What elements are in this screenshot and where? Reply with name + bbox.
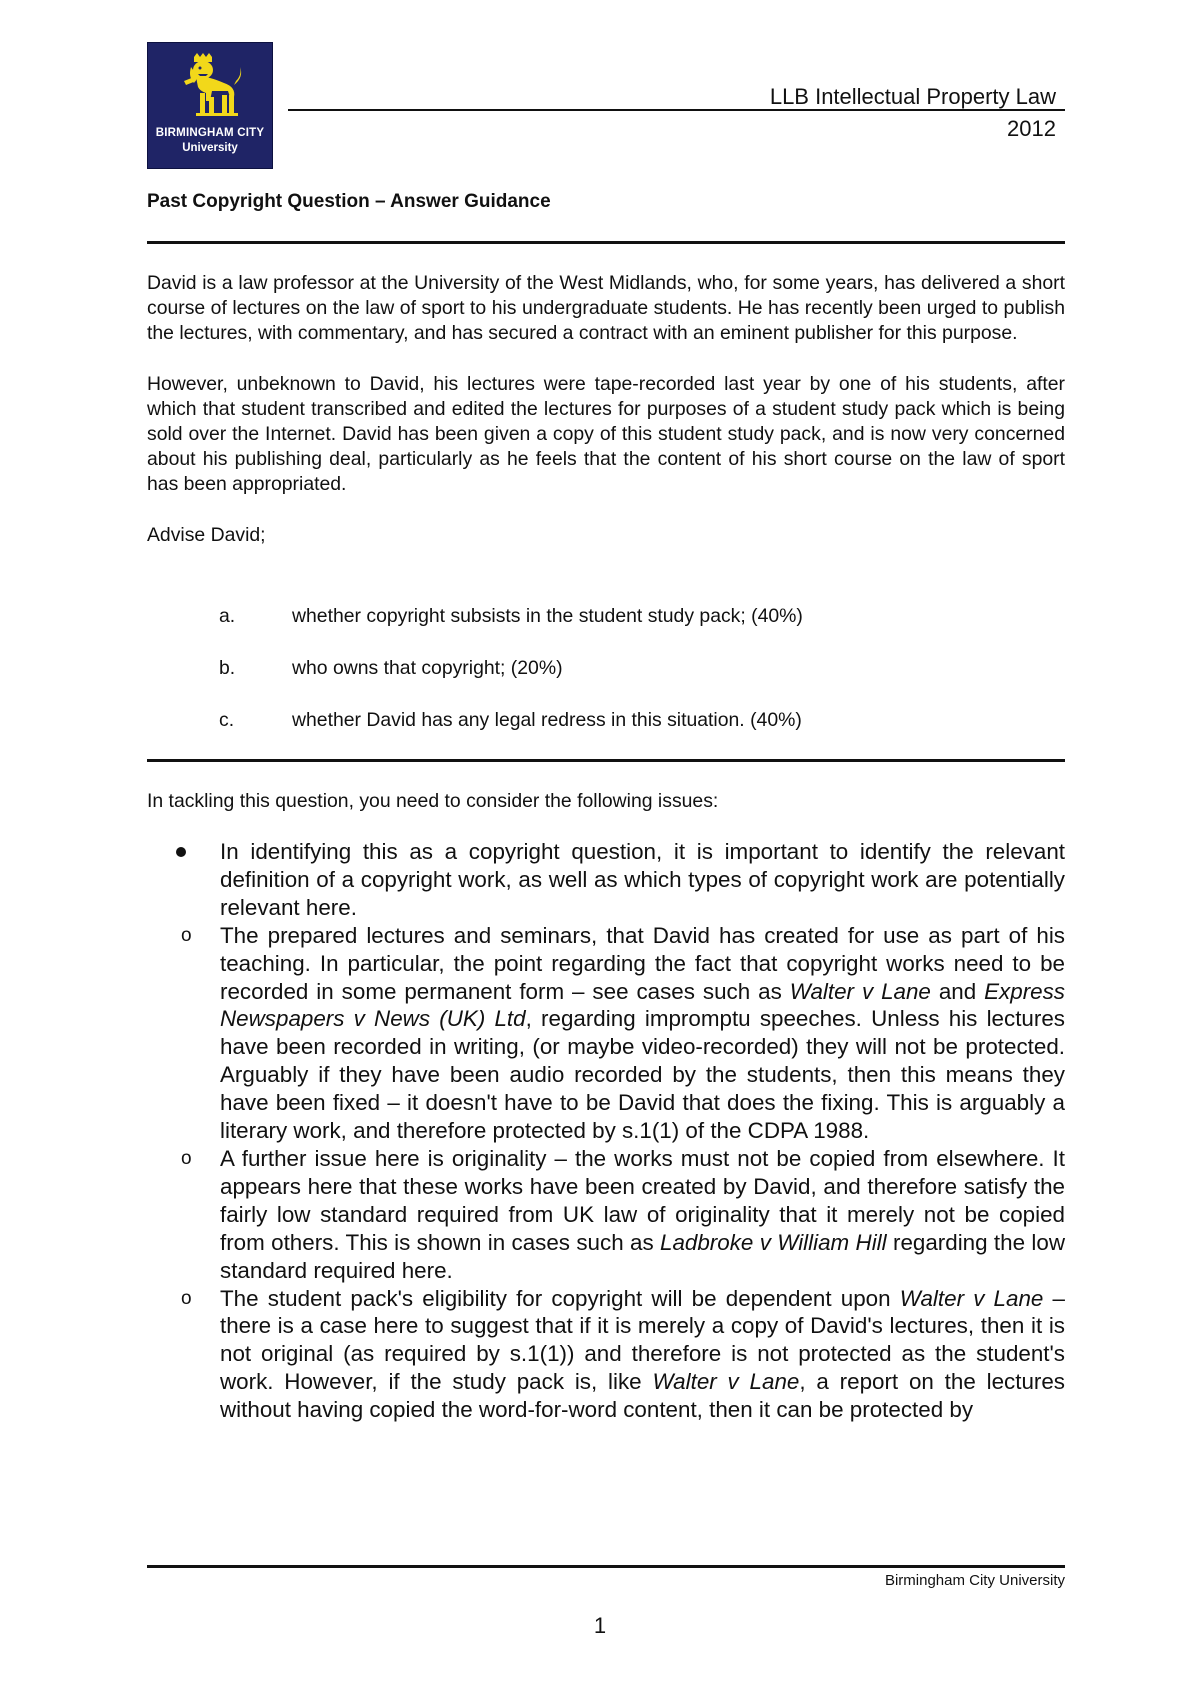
- logo-line2: University: [182, 142, 238, 154]
- list-item: [147, 838, 1065, 922]
- sub-list-item: [147, 1285, 1065, 1425]
- sub-text: , a report on the lectures without having copied the word-for-word content, then it can be protected by: [220, 1369, 1066, 1423]
- sub-list-item: [147, 922, 1065, 1145]
- question-item-letter: b.: [219, 657, 236, 679]
- circle-bullet-icon: o: [181, 924, 192, 946]
- sub-list-item: [147, 1145, 1065, 1285]
- question-item-text: whether copyright subsists in the student study pack; (40%): [292, 605, 803, 627]
- university-logo: [147, 42, 273, 169]
- sub-text: – there is a case here to suggest that if it is merely a copy of David's lectures, then it is not original (as required by s.1(1)) and therefore is not protected as the student's work. However, if the study pack is, like: [220, 1285, 1065, 1395]
- footer-rule: [147, 1565, 1065, 1568]
- heading-rule: [147, 241, 1065, 244]
- sub-text: , regarding impromptu speeches. Unless his lectures have been recorded in writing, (or maybe video-recorded) they will not be protected. Arguably if they have been audio recorded by the students, then this means they have been fixed – it doesn't have to be David that does the fixing. This is arguably a literary work, and therefore protected by s.1(1) of the CDPA 1988.: [220, 1006, 1065, 1144]
- page-heading: Past Copyright Question – Answer Guidance: [147, 191, 551, 212]
- sub-text: regarding the low standard required here.: [220, 1229, 1066, 1283]
- question-paragraph-1: David is a law professor at the University of the West Midlands, who, for some years, has delivered a short course of lectures on the law of sport to his undergraduate students. He has recently been urged to publish the lectures, with commentary, and has secured a contract with an eminent publisher for this purpose.: [147, 272, 1065, 345]
- sub-text: and: [930, 978, 985, 1004]
- question-end-rule: [147, 759, 1065, 762]
- bullet-text: In identifying this as a copyright question, it is important to identify the relevant definition of a copyright work, as well as which types of copyright work are potentially relevant here.: [220, 839, 1065, 920]
- question-item-a: [219, 605, 803, 628]
- question-item-text: who owns that copyright; (20%): [292, 657, 563, 679]
- bullet-icon: [176, 847, 186, 857]
- sub-text: The prepared lectures and seminars, that David has created for use as part of his teaching. In particular, the point regarding the fact that copyright works need to be recorded in some permanent form – see cases such as: [220, 922, 1065, 1004]
- case-name: Walter v Lane: [899, 1285, 1044, 1311]
- guidance-intro: In tackling this question, you need to consider the following issues:: [147, 790, 719, 812]
- question-item-text: whether David has any legal redress in this situation. (40%): [292, 709, 802, 731]
- header-year: 2012: [1007, 116, 1056, 141]
- circle-bullet-icon: o: [181, 1287, 192, 1309]
- question-paragraph-2: However, unbeknown to David, his lectures were tape-recorded last year by one of his students, after which that student transcribed and edited the lectures for purposes of a student study pack which is being sold over the Internet. David has been given a copy of this student study pack, and is now very concerned about his publishing deal, particularly as he feels that the content of his short course on the law of sport has been appropriated.: [147, 372, 1065, 496]
- page-number: 1: [593, 1613, 607, 1638]
- sub-text: The student pack's eligibility for copyright will be dependent upon: [220, 1285, 900, 1311]
- sub-text: A further issue here is originality – the works must not be copied from elsewhere. It appears here that these works have been created by David, and therefore satisfy the fairly low standard required from UK law of originality that it merely not be copied from others. This is shown in cases such as: [220, 1145, 1065, 1255]
- question-prompt: Advise David;: [147, 523, 266, 546]
- question-block: [147, 271, 1065, 573]
- header-title: LLB Intellectual Property Law: [769, 84, 1056, 109]
- question-item-letter: a.: [219, 605, 236, 627]
- question-item-c: [219, 709, 802, 732]
- case-name: Walter v Lane: [789, 978, 931, 1004]
- lion-crest-icon: [176, 53, 246, 123]
- question-item-letter: c.: [219, 709, 235, 731]
- circle-bullet-icon: o: [181, 1147, 192, 1169]
- logo-line1: BIRMINGHAM CITY: [155, 127, 265, 139]
- question-item-b: [219, 657, 563, 680]
- case-name: Express Newspapers v News (UK) Ltd: [220, 978, 1066, 1032]
- guidance-list: [147, 838, 1065, 1424]
- header-rule: [288, 109, 1065, 111]
- case-name: Ladbroke v William Hill: [660, 1229, 887, 1255]
- footer-university: Birmingham City University: [884, 1572, 1065, 1589]
- case-name: Walter v Lane: [652, 1369, 800, 1395]
